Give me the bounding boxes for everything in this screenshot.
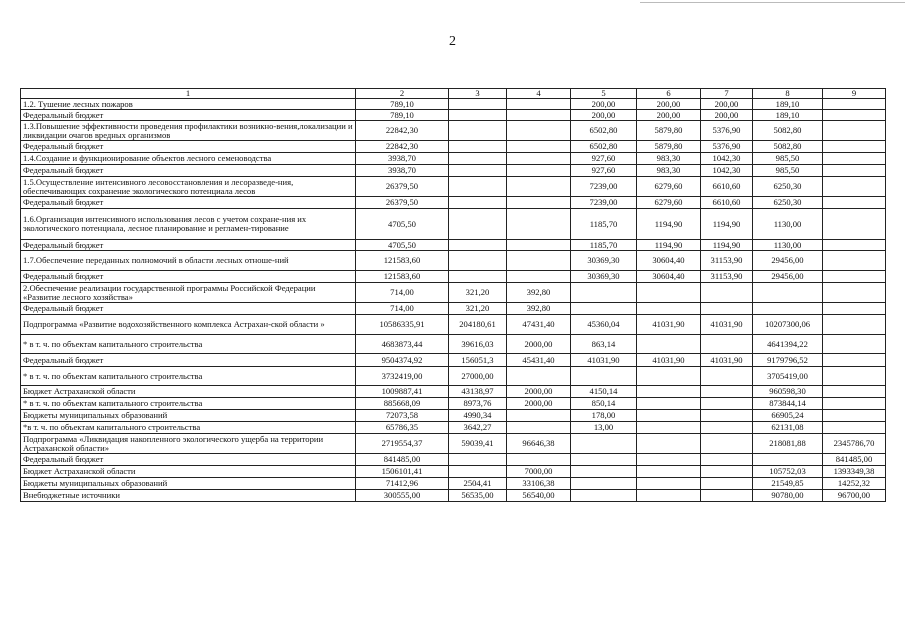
table-cell: 4641394,22 <box>753 335 823 354</box>
table-cell <box>701 410 753 422</box>
table-row <box>21 165 886 177</box>
table-cell: 5376,90 <box>701 141 753 153</box>
table-cell: 789,10 <box>356 99 449 110</box>
table-cell: 22842,30 <box>356 141 449 153</box>
row-label: Внебюджетные источники <box>21 490 356 502</box>
table-cell: 200,00 <box>701 99 753 110</box>
row-label: 2.Обеспечение реализации государственной программы Российской Федерации «Развитие лесного хозяйства» <box>21 283 356 303</box>
table-cell: 21549,85 <box>753 478 823 490</box>
table-cell <box>701 454 753 466</box>
table-row <box>21 177 886 197</box>
table-row <box>21 386 886 398</box>
table-cell: 6610,60 <box>701 177 753 197</box>
table-cell: 927,60 <box>571 153 637 165</box>
table-cell: 321,20 <box>449 283 507 303</box>
row-label: Федеральный бюджет <box>21 141 356 153</box>
table-cell: 850,14 <box>571 398 637 410</box>
table-cell: 45431,40 <box>507 354 571 367</box>
table-cell: 65786,35 <box>356 422 449 434</box>
table-cell <box>637 410 701 422</box>
table-cell <box>507 240 571 251</box>
table-cell: 156051,3 <box>449 354 507 367</box>
budget-table <box>20 88 886 502</box>
table-cell <box>823 283 886 303</box>
table-cell: 983,30 <box>637 153 701 165</box>
table-cell <box>449 454 507 466</box>
column-header: 7 <box>701 89 753 99</box>
table-cell: 178,00 <box>571 410 637 422</box>
table-cell: 5082,80 <box>753 121 823 141</box>
table-cell: 200,00 <box>701 110 753 121</box>
table-cell: 2504,41 <box>449 478 507 490</box>
table-cell <box>507 422 571 434</box>
table-cell <box>637 466 701 478</box>
table-cell: 985,50 <box>753 153 823 165</box>
table-row <box>21 478 886 490</box>
table-cell <box>823 110 886 121</box>
table-row <box>21 490 886 502</box>
table-cell <box>507 165 571 177</box>
page-number: 2 <box>449 34 456 49</box>
table-cell: 3938,70 <box>356 165 449 177</box>
table-row <box>21 367 886 386</box>
row-label: Федеральный бюджет <box>21 303 356 315</box>
table-cell <box>637 283 701 303</box>
table-cell <box>637 490 701 502</box>
table-row <box>21 434 886 454</box>
table-cell: 27000,00 <box>449 367 507 386</box>
table-cell: 2000,00 <box>507 386 571 398</box>
table-cell <box>823 197 886 209</box>
table-cell: 3642,27 <box>449 422 507 434</box>
table-cell: 62131,08 <box>753 422 823 434</box>
table-row <box>21 110 886 121</box>
table-cell: 9504374,92 <box>356 354 449 367</box>
table-cell <box>449 141 507 153</box>
row-label: Подпрограмма «Ликвидация накопленного экологического ущерба на территории Астраханской области» <box>21 434 356 454</box>
row-label: 1.3.Повышение эффективности проведения профилактики возникно-вения,локализации и ликвидации очагов вредных организмов <box>21 121 356 141</box>
table-cell <box>507 367 571 386</box>
table-cell <box>637 478 701 490</box>
column-header: 4 <box>507 89 571 99</box>
table-cell: 300555,00 <box>356 490 449 502</box>
row-label: 1.4.Создание и функционирование объектов лесного семеноводства <box>21 153 356 165</box>
table-cell: 3732419,00 <box>356 367 449 386</box>
table-cell <box>507 271 571 283</box>
table-cell: 59039,41 <box>449 434 507 454</box>
table-cell <box>823 422 886 434</box>
table-cell: 2345786,70 <box>823 434 886 454</box>
table-row <box>21 354 886 367</box>
table-cell <box>507 454 571 466</box>
row-label: Федеральный бюджет <box>21 197 356 209</box>
table-cell <box>449 271 507 283</box>
row-label: 1.5.Осуществление интенсивного лесовосстановления и лесоразведе-ния, обеспечивающих сохранение экологического потенциала лесов <box>21 177 356 197</box>
table-cell: 14252,32 <box>823 478 886 490</box>
row-label: * в т. ч. по объектам капитального строительства <box>21 367 356 386</box>
table-cell <box>571 454 637 466</box>
table-cell: 10207300,06 <box>753 315 823 335</box>
table-cell: 863,14 <box>571 335 637 354</box>
top-rule <box>640 2 905 3</box>
table-cell <box>507 197 571 209</box>
table-cell <box>507 209 571 240</box>
table-cell: 189,10 <box>753 110 823 121</box>
table-cell: 200,00 <box>571 110 637 121</box>
table-cell <box>449 121 507 141</box>
table-cell <box>701 367 753 386</box>
table-cell: 204180,61 <box>449 315 507 335</box>
table-cell <box>823 367 886 386</box>
table-cell: 927,60 <box>571 165 637 177</box>
table-cell: 1506101,41 <box>356 466 449 478</box>
table-cell <box>823 410 886 422</box>
table-cell: 885668,09 <box>356 398 449 410</box>
table-row <box>21 335 886 354</box>
row-label: 1.2. Тушение лесных пожаров <box>21 99 356 110</box>
table-cell <box>571 434 637 454</box>
table-row <box>21 315 886 335</box>
table-cell <box>637 398 701 410</box>
table-cell <box>507 153 571 165</box>
table-cell <box>823 121 886 141</box>
table-cell: 41031,90 <box>701 354 753 367</box>
column-header: 3 <box>449 89 507 99</box>
table-cell: 26379,50 <box>356 197 449 209</box>
table-cell <box>449 153 507 165</box>
table-cell <box>571 367 637 386</box>
table-cell: 3938,70 <box>356 153 449 165</box>
table-cell <box>449 99 507 110</box>
table-cell: 90780,00 <box>753 490 823 502</box>
table-row <box>21 271 886 283</box>
table-cell <box>701 335 753 354</box>
table-cell <box>823 141 886 153</box>
table-cell: 1042,30 <box>701 153 753 165</box>
table-cell: 4705,50 <box>356 240 449 251</box>
table-cell <box>507 410 571 422</box>
column-header: 1 <box>21 89 356 99</box>
table-cell <box>449 110 507 121</box>
table-cell: 71412,96 <box>356 478 449 490</box>
row-label: * в т. ч. по объектам капитального строительства <box>21 398 356 410</box>
table-cell <box>823 209 886 240</box>
table-cell: 30604,40 <box>637 251 701 271</box>
table-cell: 1009887,41 <box>356 386 449 398</box>
table-cell <box>701 303 753 315</box>
table-row <box>21 121 886 141</box>
table-cell <box>753 283 823 303</box>
table-cell: 714,00 <box>356 303 449 315</box>
table-cell: 200,00 <box>571 99 637 110</box>
table-cell <box>637 367 701 386</box>
table-cell: 3705419,00 <box>753 367 823 386</box>
table-cell <box>823 271 886 283</box>
table-cell: 841485,00 <box>356 454 449 466</box>
table-cell: 41031,90 <box>637 354 701 367</box>
table-row <box>21 410 886 422</box>
table-cell: 29456,00 <box>753 251 823 271</box>
table-row <box>21 240 886 251</box>
table-row <box>21 466 886 478</box>
table-cell <box>449 165 507 177</box>
table-cell <box>637 434 701 454</box>
header-row <box>21 89 886 99</box>
row-label: 1.6.Организация интенсивного использования лесов с учетом сохране-ния их экологического потенциала, лесное планирование и регламен-тирование <box>21 209 356 240</box>
table-cell: 1194,90 <box>637 209 701 240</box>
table-cell <box>637 303 701 315</box>
column-header: 2 <box>356 89 449 99</box>
row-label: Бюджет Астраханской области <box>21 386 356 398</box>
table-row <box>21 209 886 240</box>
table-cell: 121583,60 <box>356 271 449 283</box>
table-cell: 392,80 <box>507 283 571 303</box>
table-cell: 13,00 <box>571 422 637 434</box>
row-label: 1.7.Обеспечение переданных полномочий в области лесных отноше-ний <box>21 251 356 271</box>
table-cell: 200,00 <box>637 99 701 110</box>
table-cell <box>449 209 507 240</box>
table-cell: 31153,90 <box>701 251 753 271</box>
table-cell: 121583,60 <box>356 251 449 271</box>
table-cell <box>449 466 507 478</box>
table-cell: 6610,60 <box>701 197 753 209</box>
table-cell: 6502,80 <box>571 121 637 141</box>
table-cell: 41031,90 <box>637 315 701 335</box>
row-label: Подпрограмма «Развитие водохозяйственного комплекса Астрахан-ской области » <box>21 315 356 335</box>
table-cell: 66905,24 <box>753 410 823 422</box>
row-label: Бюджеты муниципальных образований <box>21 478 356 490</box>
table-cell: 960598,30 <box>753 386 823 398</box>
table-cell: 29456,00 <box>753 271 823 283</box>
table-row <box>21 454 886 466</box>
table-cell: 841485,00 <box>823 454 886 466</box>
table-cell <box>507 177 571 197</box>
table-cell: 22842,30 <box>356 121 449 141</box>
table-cell <box>507 121 571 141</box>
table-cell <box>637 386 701 398</box>
table-cell <box>507 110 571 121</box>
table-cell: 985,50 <box>753 165 823 177</box>
table-cell: 321,20 <box>449 303 507 315</box>
table-cell: 30369,30 <box>571 271 637 283</box>
table-cell <box>701 466 753 478</box>
table-cell: 1194,90 <box>637 240 701 251</box>
table-cell <box>753 303 823 315</box>
table-row <box>21 398 886 410</box>
table-cell: 2000,00 <box>507 398 571 410</box>
column-header: 8 <box>753 89 823 99</box>
table-cell <box>823 153 886 165</box>
table-cell <box>823 99 886 110</box>
table-cell: 4150,14 <box>571 386 637 398</box>
table-cell: 41031,90 <box>701 315 753 335</box>
table-cell <box>701 478 753 490</box>
row-label: Бюджет Астраханской области <box>21 466 356 478</box>
table-cell: 6279,60 <box>637 197 701 209</box>
table-row <box>21 197 886 209</box>
table-cell <box>823 315 886 335</box>
table-cell <box>823 354 886 367</box>
table-cell <box>449 240 507 251</box>
table-cell: 1393349,38 <box>823 466 886 478</box>
table-cell <box>507 99 571 110</box>
row-label: Федеральный бюджет <box>21 271 356 283</box>
table-cell: 56535,00 <box>449 490 507 502</box>
table-cell <box>823 165 886 177</box>
table-cell <box>823 335 886 354</box>
table-cell <box>701 490 753 502</box>
table-cell: 7000,00 <box>507 466 571 478</box>
table-body <box>21 99 886 502</box>
table-cell <box>701 398 753 410</box>
table-cell: 200,00 <box>637 110 701 121</box>
column-header: 6 <box>637 89 701 99</box>
table-cell <box>571 490 637 502</box>
row-label: Федеральный бюджет <box>21 454 356 466</box>
table-cell: 714,00 <box>356 283 449 303</box>
row-label: Федеральный бюджет <box>21 110 356 121</box>
table-cell <box>823 251 886 271</box>
table-cell: 41031,90 <box>571 354 637 367</box>
table-cell <box>701 422 753 434</box>
table-cell: 4683873,44 <box>356 335 449 354</box>
table-row <box>21 99 886 110</box>
column-header: 5 <box>571 89 637 99</box>
table-cell <box>637 335 701 354</box>
table-cell <box>753 454 823 466</box>
row-label: Федеральный бюджет <box>21 240 356 251</box>
table-cell: 189,10 <box>753 99 823 110</box>
table-cell <box>571 303 637 315</box>
table-cell <box>449 251 507 271</box>
table-cell <box>507 251 571 271</box>
table-cell <box>637 454 701 466</box>
table-cell: 1130,00 <box>753 240 823 251</box>
table-cell <box>449 197 507 209</box>
table-cell: 7239,00 <box>571 197 637 209</box>
table-row <box>21 141 886 153</box>
table-cell: 45360,04 <box>571 315 637 335</box>
table-cell: 6279,60 <box>637 177 701 197</box>
table-cell: 1185,70 <box>571 240 637 251</box>
table-cell: 39616,03 <box>449 335 507 354</box>
table-cell: 26379,50 <box>356 177 449 197</box>
table-cell <box>823 240 886 251</box>
table-cell <box>637 422 701 434</box>
table-cell: 6502,80 <box>571 141 637 153</box>
table-cell: 5879,80 <box>637 141 701 153</box>
table-row <box>21 422 886 434</box>
table-cell: 33106,38 <box>507 478 571 490</box>
row-label: *в т. ч. по объектам капитального строительства <box>21 422 356 434</box>
table-cell <box>823 398 886 410</box>
table-cell: 43138,97 <box>449 386 507 398</box>
table-cell: 7239,00 <box>571 177 637 197</box>
table-cell: 2000,00 <box>507 335 571 354</box>
table-cell: 10586335,91 <box>356 315 449 335</box>
table-cell <box>701 283 753 303</box>
table-cell: 789,10 <box>356 110 449 121</box>
table-cell: 392,80 <box>507 303 571 315</box>
table-cell: 31153,90 <box>701 271 753 283</box>
table-cell: 72073,58 <box>356 410 449 422</box>
table-cell: 1194,90 <box>701 240 753 251</box>
table-cell <box>701 434 753 454</box>
table-cell: 47431,40 <box>507 315 571 335</box>
table-cell: 2719554,37 <box>356 434 449 454</box>
table-cell: 218081,88 <box>753 434 823 454</box>
table-cell: 4990,34 <box>449 410 507 422</box>
table-cell <box>507 141 571 153</box>
table-cell: 6250,30 <box>753 197 823 209</box>
table-row <box>21 153 886 165</box>
table-cell: 5879,80 <box>637 121 701 141</box>
table-cell: 30604,40 <box>637 271 701 283</box>
table-cell <box>571 466 637 478</box>
table-cell: 4705,50 <box>356 209 449 240</box>
table-cell: 873844,14 <box>753 398 823 410</box>
table-cell <box>571 283 637 303</box>
table-cell: 8973,76 <box>449 398 507 410</box>
table-cell: 5376,90 <box>701 121 753 141</box>
table-row <box>21 251 886 271</box>
row-label: Федеральный бюджет <box>21 165 356 177</box>
table-cell <box>571 478 637 490</box>
table-cell: 1130,00 <box>753 209 823 240</box>
table-row <box>21 283 886 303</box>
table-cell: 96700,00 <box>823 490 886 502</box>
row-label: Федеральный бюджет <box>21 354 356 367</box>
row-label: * в т. ч. по объектам капитального строительства <box>21 335 356 354</box>
table-cell: 96646,38 <box>507 434 571 454</box>
table-cell: 1194,90 <box>701 209 753 240</box>
table-cell <box>701 386 753 398</box>
column-header: 9 <box>823 89 886 99</box>
table-cell: 983,30 <box>637 165 701 177</box>
table-cell: 5082,80 <box>753 141 823 153</box>
table-cell <box>449 177 507 197</box>
table-cell <box>823 386 886 398</box>
table-cell <box>823 303 886 315</box>
table-cell: 9179796,52 <box>753 354 823 367</box>
table-cell: 56540,00 <box>507 490 571 502</box>
table-cell: 1185,70 <box>571 209 637 240</box>
table-cell: 30369,30 <box>571 251 637 271</box>
table-cell: 1042,30 <box>701 165 753 177</box>
table-row <box>21 303 886 315</box>
row-label: Бюджеты муниципальных образований <box>21 410 356 422</box>
table-cell: 105752,03 <box>753 466 823 478</box>
table-cell <box>823 177 886 197</box>
table-cell: 6250,30 <box>753 177 823 197</box>
